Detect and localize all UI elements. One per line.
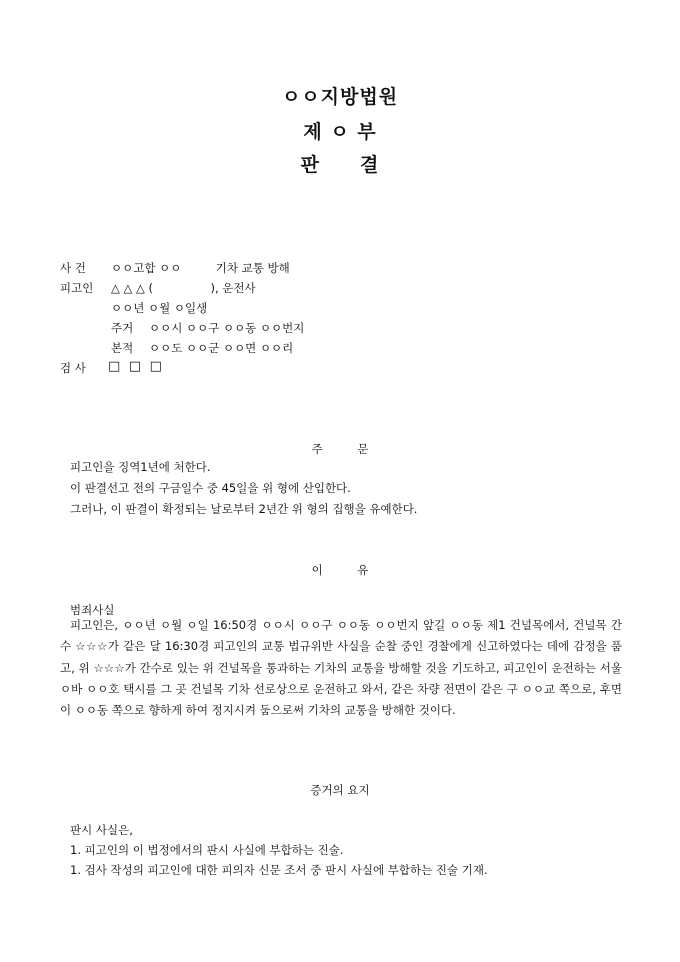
judgment-line: 이 판결선고 전의 구금일수 중 45일을 위 형에 산입한다. bbox=[70, 481, 351, 495]
evidence-item: 1. 피고인의 이 법정에서의 판시 사실에 부합하는 진술. bbox=[70, 843, 344, 857]
case-label: 사 건 bbox=[60, 261, 86, 275]
judgment-line: 그러나, 이 판결이 확정되는 날로부터 2년간 위 형의 집행을 유예한다. bbox=[70, 502, 418, 516]
prosecutor-label: 검 사 bbox=[60, 361, 86, 375]
criminal-facts-body: 피고인은, ㅇㅇ년 ㅇ월 ㅇ일 16:50경 ㅇㅇ시 ㅇㅇ구 ㅇㅇ동 ㅇㅇ번지 앞길 ㅇㅇ동 제1 건널목에서, 건널목 간수 ☆☆☆가 같은 달 16:30경 피고인의 교통 법규위반 사실을 순찰 중인 경찰에게 신고하였다는 데에 감정을 품고, 위 ☆☆☆가 간수로 있는 위 건널목을 통과하는 기차의 교통을 방해할 것을 기도하고, 피고인이 운전하는 서울 ㅇ바 ㅇㅇ호 택시를 그 곳 건널목 기차 선로상으로 운전하고 와서, 같은 차량 전면이 같은 구 ㅇㅇ교 쪽으로, 후면이 ㅇㅇ동 쪽으로 향하게 하여 정지시켜 둠으로써 기차의 교통을 방해한 것이다. bbox=[60, 618, 622, 718]
prosecutor-value: □ □ □ bbox=[108, 359, 164, 374]
judgment-heading: 주 문 bbox=[311, 442, 369, 456]
criminal-facts-heading: 범죄사실 bbox=[70, 603, 115, 617]
evidence-heading: 증거의 요지 bbox=[310, 783, 370, 797]
address-label: 주거 bbox=[111, 321, 134, 335]
evidence-item: 1. 검사 작성의 피고인에 대한 피의자 신문 조서 중 판시 사실에 부합하는 진술 기재. bbox=[70, 863, 488, 877]
domicile-value: ㅇㅇ도 ㅇㅇ군 ㅇㅇ면 ㅇㅇ리 bbox=[149, 341, 294, 355]
domicile-label: 본적 bbox=[111, 341, 134, 355]
document-type-title: 판 결 bbox=[300, 154, 380, 176]
court-name: ㅇㅇ지방법원 bbox=[281, 86, 399, 108]
defendant-label: 피고인 bbox=[60, 281, 94, 295]
evidence-intro: 판시 사실은, bbox=[70, 823, 133, 837]
case-value: ㅇㅇ고합 ㅇㅇ 기차 교통 방해 bbox=[111, 261, 290, 275]
reasons-heading: 이 유 bbox=[311, 563, 369, 577]
defendant-value: △ △ △ ( ), 운전사 bbox=[111, 281, 256, 295]
division-title: 제 ㅇ 부 bbox=[303, 121, 377, 143]
judgment-line: 피고인을 징역1년에 처한다. bbox=[70, 460, 211, 474]
address-value: ㅇㅇ시 ㅇㅇ구 ㅇㅇ동 ㅇㅇ번지 bbox=[149, 321, 305, 335]
defendant-birth: ㅇㅇ년 ㅇ월 ㅇ일생 bbox=[111, 301, 208, 315]
